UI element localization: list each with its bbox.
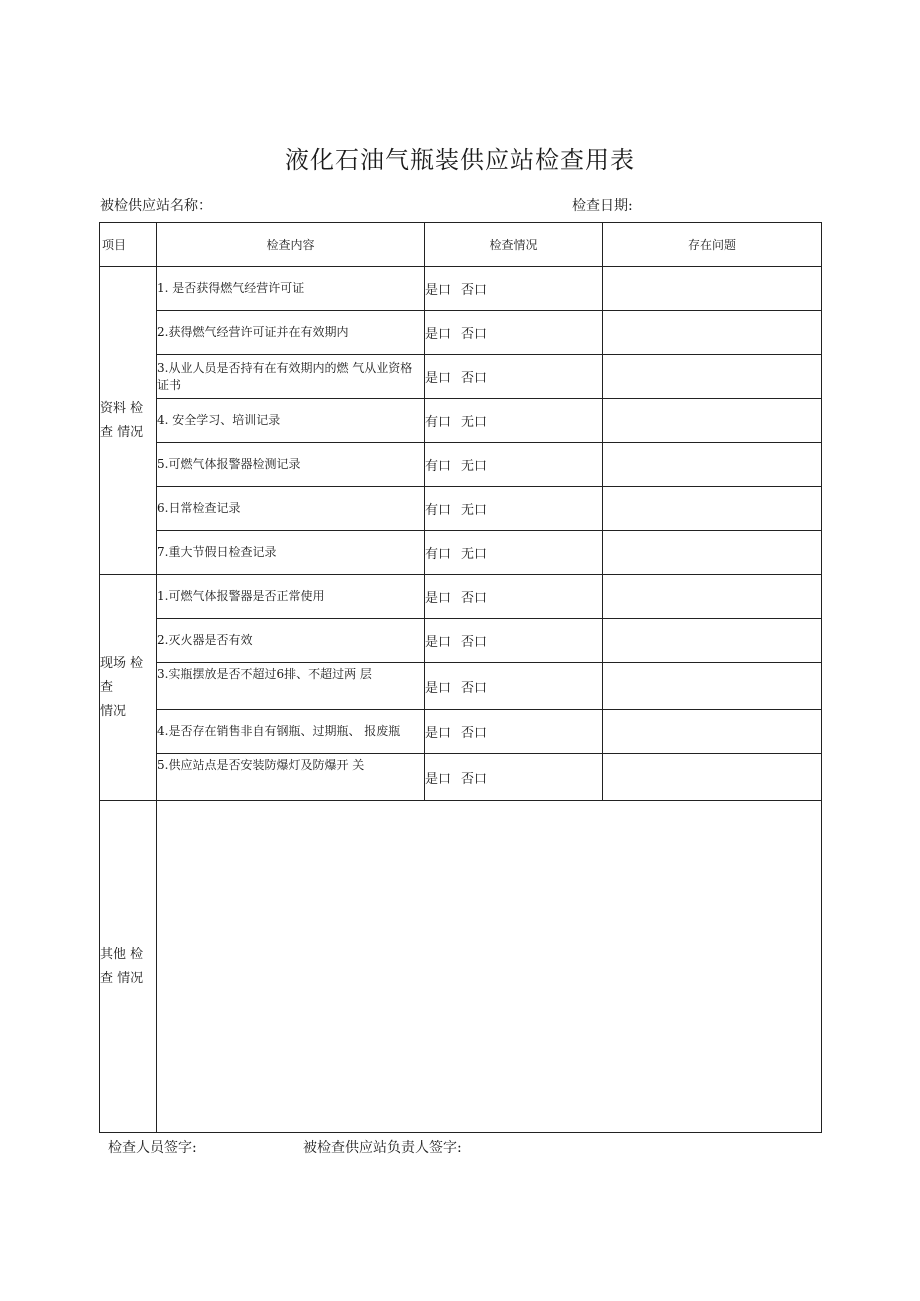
check-option[interactable]: 是口 [425, 680, 452, 696]
check-option[interactable]: 是口 [425, 635, 452, 650]
issue-cell[interactable] [603, 575, 822, 619]
check-option[interactable]: 有口 [425, 503, 452, 518]
check-item: 7.重大节假日检查记录 [157, 531, 425, 575]
table-row [100, 443, 822, 487]
issue-cell[interactable] [603, 531, 822, 575]
inspector-signature-label: 检查人员签字: [108, 1140, 197, 1156]
check-status [425, 267, 603, 311]
header-content: 检查内容 [157, 223, 425, 267]
category-line: 查 [100, 679, 114, 695]
check-status [425, 311, 603, 355]
check-option[interactable]: 有口 [425, 459, 452, 474]
check-option[interactable]: 无口 [461, 459, 488, 474]
station-name-label: 被检供应站名称： [100, 198, 212, 214]
check-item: 1. 是否获得燃气经营许可证 [157, 267, 425, 311]
check-item: 4.是否存在销售非自有钢瓶、过期瓶、 报废瓶 [157, 710, 425, 754]
station-head-signature-label: 被检查供应站负责人签字: [303, 1140, 462, 1156]
category-line: 资料 检 [100, 400, 144, 416]
table-row [100, 663, 822, 710]
table-row [100, 399, 822, 443]
table-row [100, 710, 822, 754]
check-option[interactable]: 否口 [461, 726, 488, 741]
issue-cell[interactable] [603, 267, 822, 311]
section-category [100, 575, 157, 801]
check-option[interactable]: 无口 [461, 415, 488, 430]
check-status [425, 663, 603, 710]
category-line: 现场 检 [100, 655, 144, 671]
table-header-row [100, 223, 822, 267]
check-status [425, 754, 603, 801]
check-status [425, 531, 603, 575]
table-row [100, 355, 822, 399]
category-line: 查 情况 [100, 970, 144, 986]
issue-cell[interactable] [603, 443, 822, 487]
check-status [425, 575, 603, 619]
inspection-table [99, 222, 822, 1133]
other-check-area[interactable] [157, 801, 822, 1133]
check-status [425, 487, 603, 531]
check-option[interactable]: 是口 [425, 327, 452, 342]
check-item: 2.获得燃气经营许可证并在有效期内 [157, 311, 425, 355]
issue-cell[interactable] [603, 663, 822, 710]
header-status: 检查情况 [425, 223, 603, 267]
table-body [100, 267, 822, 1133]
check-option[interactable]: 无口 [461, 547, 488, 562]
issue-cell[interactable] [603, 710, 822, 754]
check-status [425, 443, 603, 487]
table-row [100, 531, 822, 575]
check-option[interactable]: 是口 [425, 771, 452, 787]
header-item: 项目 [100, 223, 157, 267]
check-option[interactable]: 有口 [425, 547, 452, 562]
table-row [100, 575, 822, 619]
issue-cell[interactable] [603, 754, 822, 801]
issue-cell[interactable] [603, 355, 822, 399]
issue-cell[interactable] [603, 399, 822, 443]
check-option[interactable]: 否口 [461, 680, 488, 696]
check-option[interactable]: 否口 [461, 635, 488, 650]
table-row [100, 754, 822, 801]
check-item: 5.供应站点是否安装防爆灯及防爆开 关 [157, 754, 425, 801]
table-row [100, 267, 822, 311]
table-row-other [100, 801, 822, 1133]
check-option[interactable]: 是口 [425, 591, 452, 606]
check-item: 3.实瓶摆放是否不超过6排、不超过两 层 [157, 663, 425, 710]
check-option[interactable]: 否口 [461, 371, 488, 386]
check-item: 3.从业人员是否持有在有效期内的燃 气从业资格证书 [157, 355, 425, 399]
table-row [100, 619, 822, 663]
check-option[interactable]: 否口 [461, 283, 488, 298]
section-category [100, 267, 157, 575]
check-status [425, 355, 603, 399]
check-item: 1.可燃气体报警器是否正常使用 [157, 575, 425, 619]
check-item: 6.日常检查记录 [157, 487, 425, 531]
category-line: 查 情况 [100, 424, 144, 440]
check-option[interactable]: 否口 [461, 327, 488, 342]
check-option[interactable]: 否口 [461, 591, 488, 606]
table-row [100, 311, 822, 355]
issue-cell[interactable] [603, 311, 822, 355]
check-status [425, 710, 603, 754]
table-row [100, 487, 822, 531]
issue-cell[interactable] [603, 619, 822, 663]
check-option[interactable]: 是口 [425, 371, 452, 386]
header-issue: 存在问题 [603, 223, 822, 267]
check-option[interactable]: 是口 [425, 283, 452, 298]
check-item: 4. 安全学习、培训记录 [157, 399, 425, 443]
check-item: 2.灭火器是否有效 [157, 619, 425, 663]
check-option[interactable]: 无口 [461, 503, 488, 518]
check-option[interactable]: 是口 [425, 726, 452, 741]
check-status [425, 399, 603, 443]
page-title: 液化石油气瓶装供应站检查用表 [285, 146, 635, 174]
check-status [425, 619, 603, 663]
check-item: 5.可燃气体报警器检测记录 [157, 443, 425, 487]
category-line: 其他 检 [100, 946, 144, 962]
category-line: 情况 [100, 703, 127, 719]
check-option[interactable]: 有口 [425, 415, 452, 430]
check-option[interactable]: 否口 [461, 771, 488, 787]
issue-cell[interactable] [603, 487, 822, 531]
inspection-date-label: 检查日期: [572, 198, 633, 214]
section-category [100, 801, 157, 1133]
